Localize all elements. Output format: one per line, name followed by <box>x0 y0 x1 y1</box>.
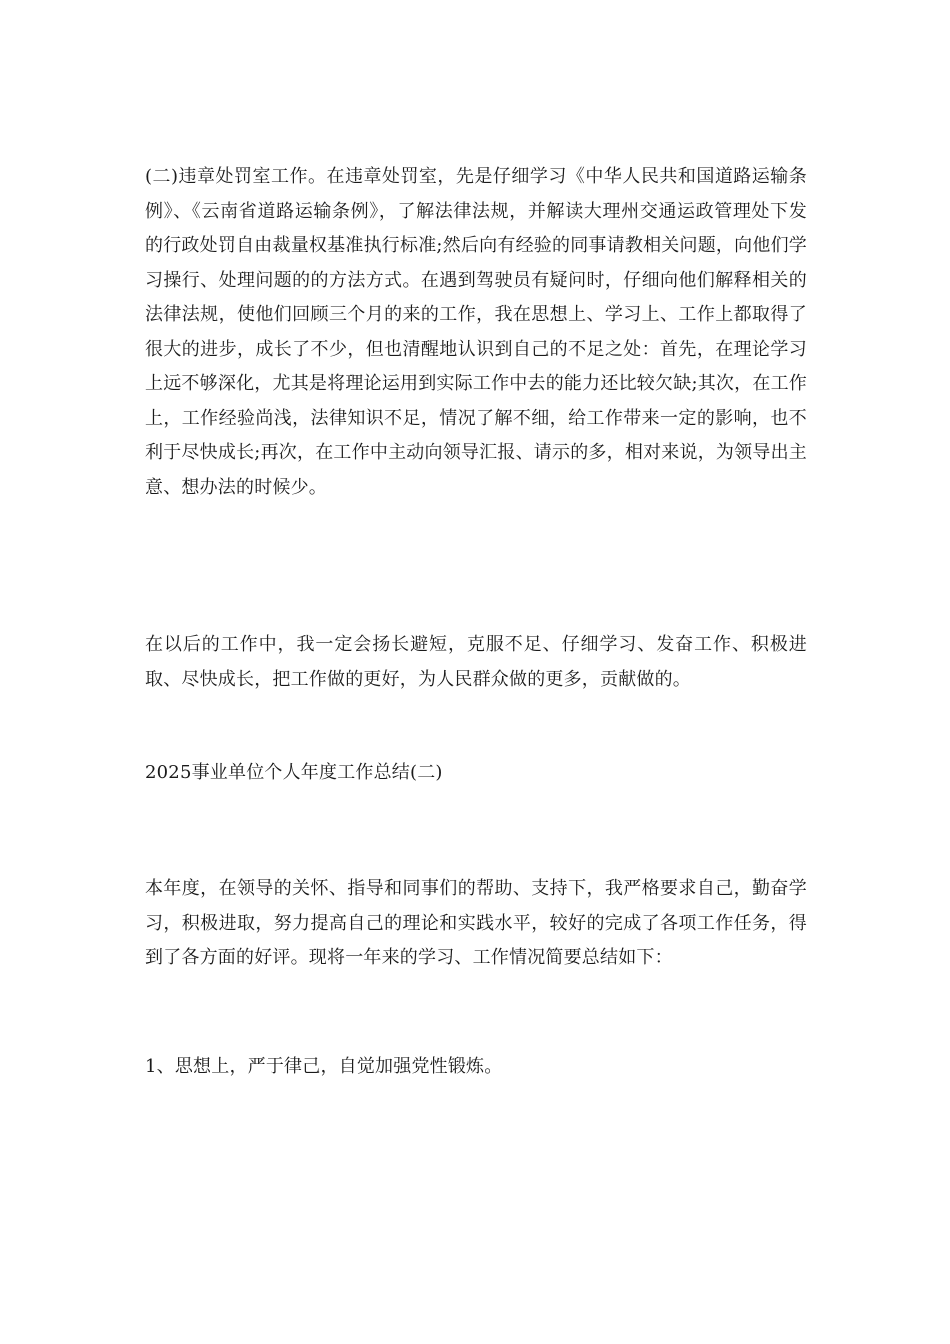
paragraph-future-commitment: 在以后的工作中，我一定会扬长避短，克服不足、仔细学习、发奋工作、积极进取、尽快成长，把工作做的更好，为人民群众做的更多，贡献做的。 <box>145 634 807 690</box>
paragraph-violation-office-work: (二)违章处罚室工作。在违章处罚室，先是仔细学习《中华人民共和国道路运输条例》、《云南省道路运输条例》，了解法律法规，并解读大理州交通运政管理处下发的行政处罚自由裁量权基准执行标准;然后向有经验的同事请教相关问题，向他们学习操行、处理问题的的方法方式。在遇到驾驶员有疑问时，仔细向他们解释相关的法律法规，使他们回顾三个月的来的工作，我在思想上、学习上、工作上都取得了很大的进步，成长了不少，但也清醒地认识到自己的不足之处：首先，在理论学习上远不够深化，尤其是将理论运用到实际工作中去的能力还比较欠缺;其次，在工作上，工作经验尚浅，法律知识不足，情况了解不细，给工作带来一定的影响，也不利于尽快成长;再次，在工作中主动向领导汇报、请示的多，相对来说，为领导出主意、想办法的时候少。 <box>145 166 807 498</box>
paragraph-item-1: 1、思想上，严于律己，自觉加强党性锻炼。 <box>145 1056 503 1077</box>
section-heading: 2025事业单位个人年度工作总结(二) <box>145 762 443 783</box>
paragraph-annual-intro: 本年度，在领导的关怀、指导和同事们的帮助、支持下，我严格要求自己，勤奋学习，积极进取，努力提高自己的理论和实践水平，较好的完成了各项工作任务，得到了各方面的好评。现将一年来的学习、工作情况简要总结如下： <box>145 878 807 968</box>
